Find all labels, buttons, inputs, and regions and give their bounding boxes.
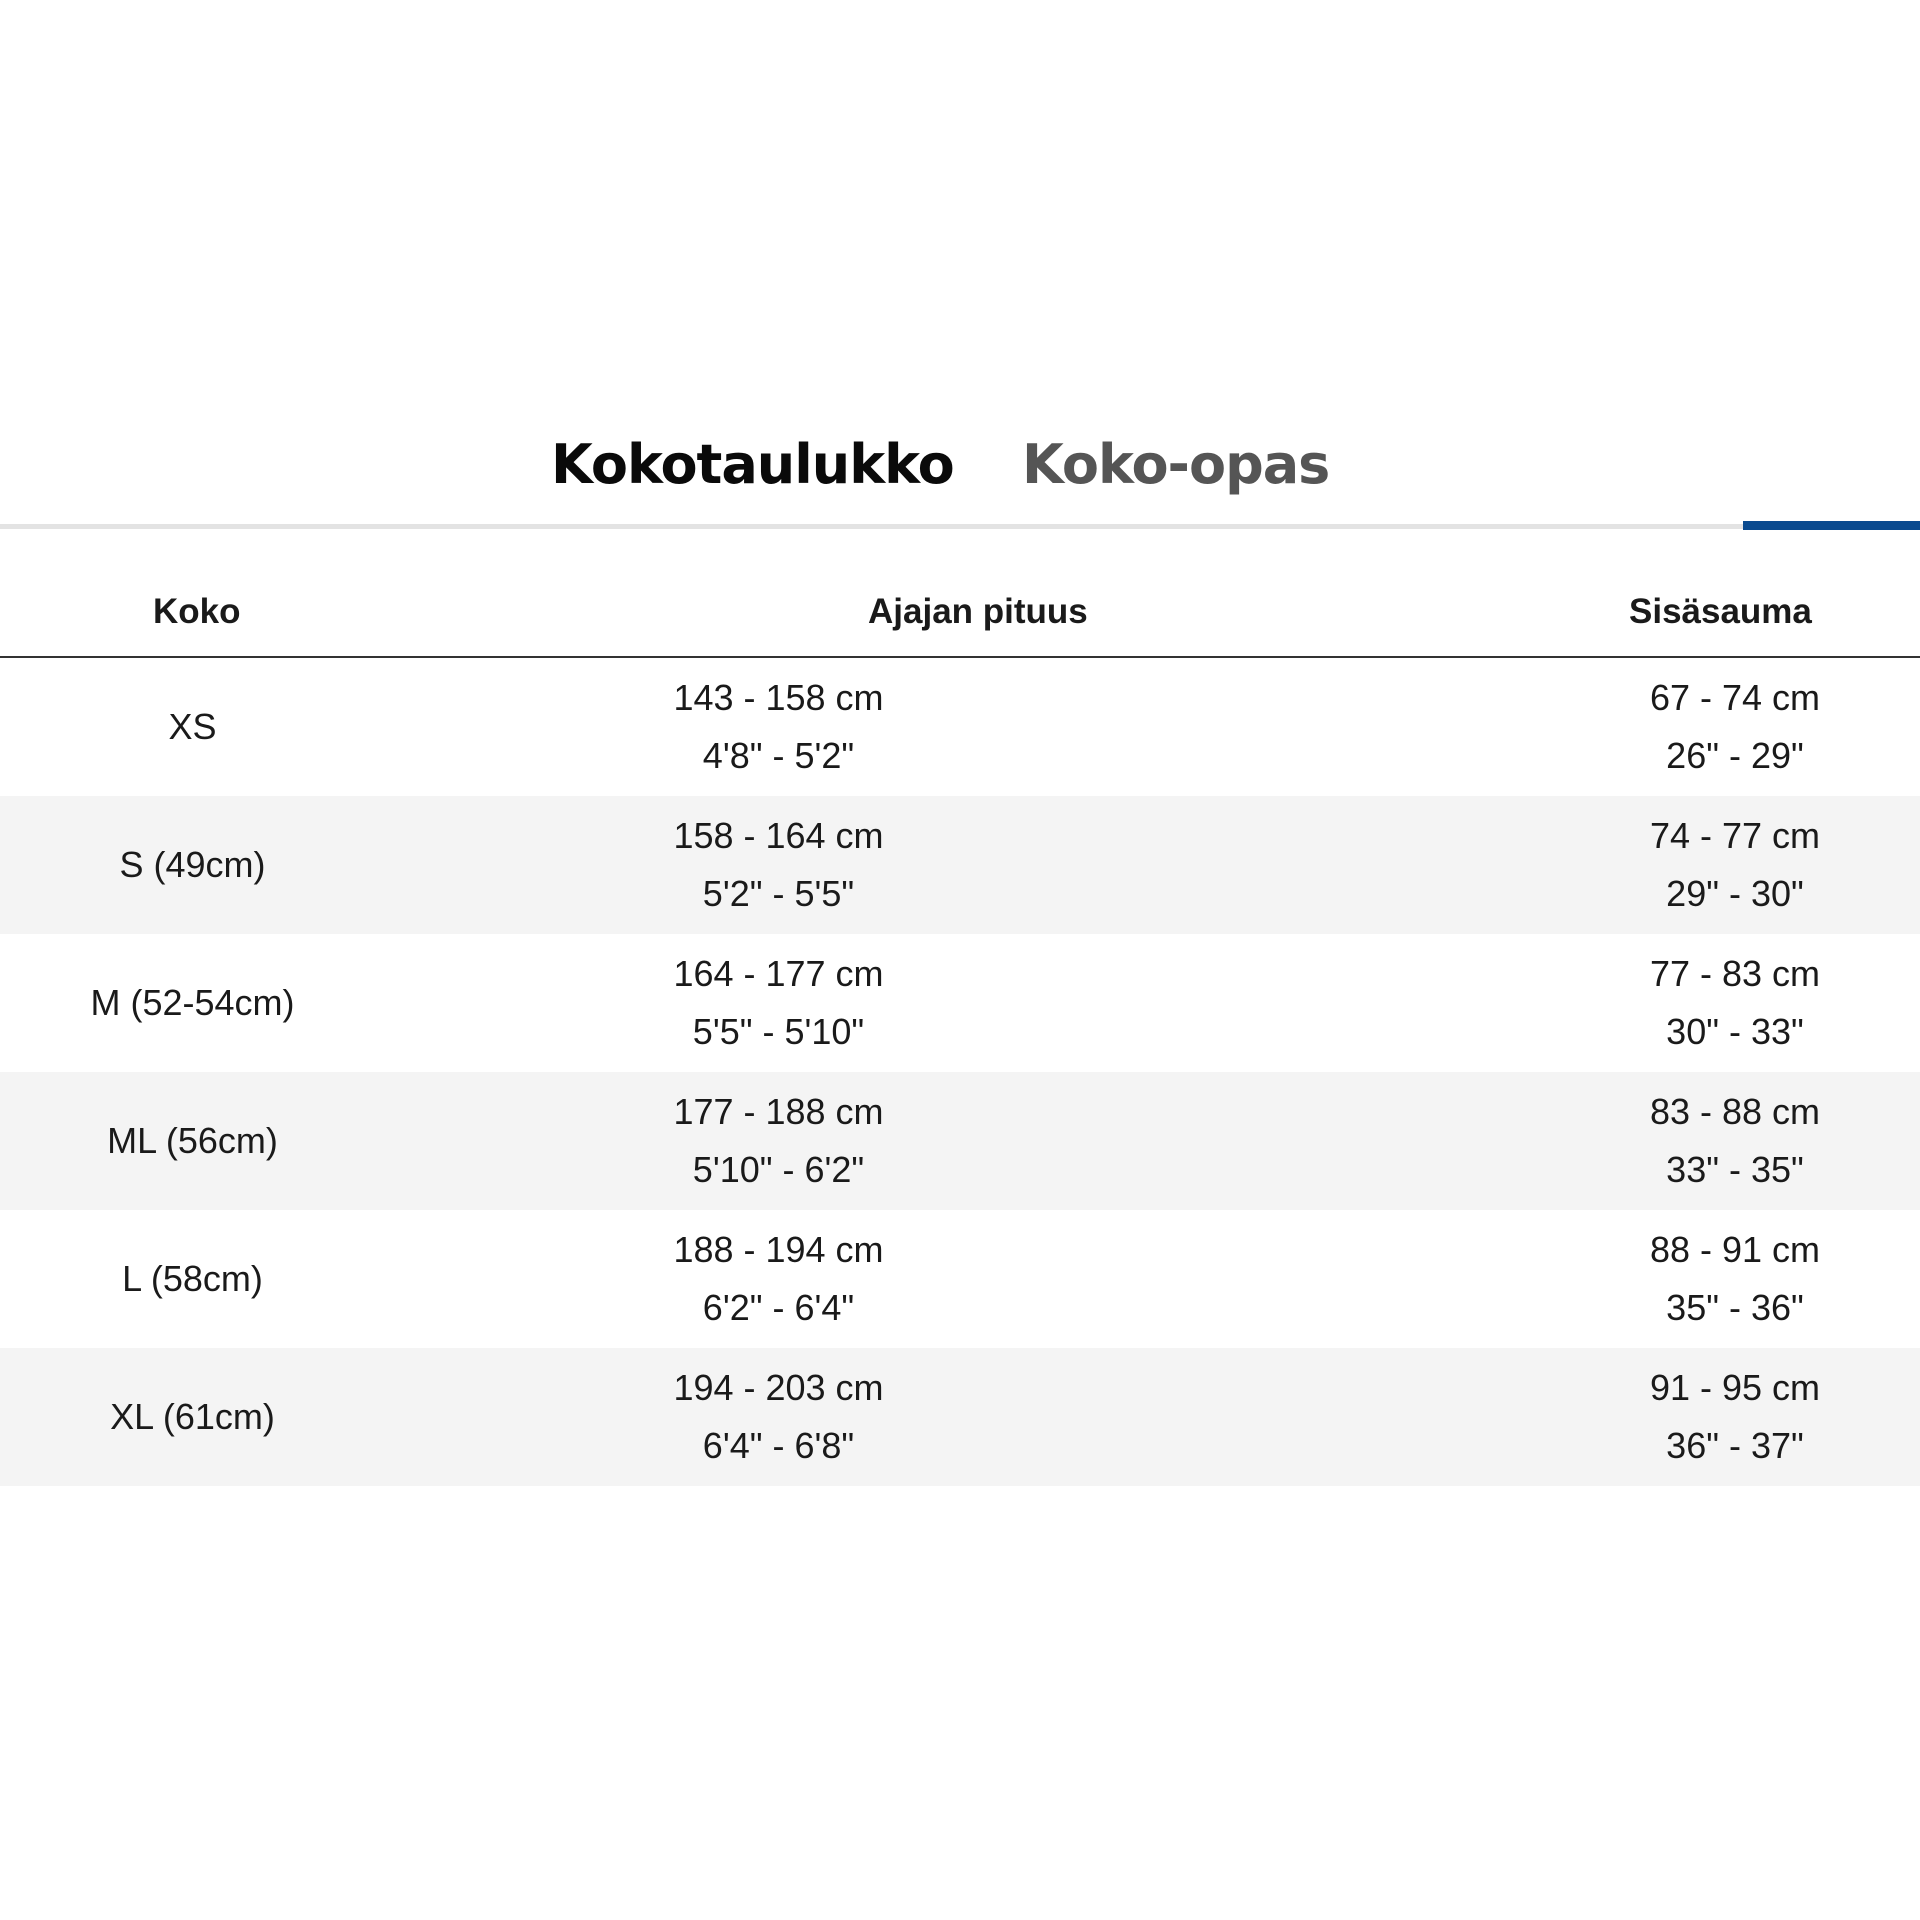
tab-size-guide[interactable]: Koko-opas xyxy=(1022,433,1330,496)
inseam-cell xyxy=(1560,1072,1920,1210)
table-row xyxy=(0,1210,1920,1348)
header-inseam: Sisäsauma xyxy=(1560,568,1920,657)
table-row xyxy=(0,796,1920,934)
height-cm: 164 - 177 cm xyxy=(673,953,884,994)
inseam-in: 36" - 37" xyxy=(1666,1425,1804,1466)
table-row xyxy=(0,657,1920,796)
height-ft: 5'10" - 6'2" xyxy=(692,1149,865,1190)
size-label: S (49cm) xyxy=(119,844,266,885)
table-header-row xyxy=(0,568,1920,657)
header-rider-height: Ajajan pituus xyxy=(385,568,1560,657)
inseam-in: 33" - 35" xyxy=(1666,1149,1804,1190)
rider-height-cell xyxy=(385,1072,1560,1210)
rider-height-cell xyxy=(385,657,1560,796)
inseam-cm: 77 - 83 cm xyxy=(1649,953,1821,994)
table-row xyxy=(0,934,1920,1072)
inseam-in: 35" - 36" xyxy=(1666,1287,1804,1328)
tab-divider xyxy=(0,524,1920,529)
inseam-cm: 88 - 91 cm xyxy=(1649,1229,1821,1270)
inseam-in: 29" - 30" xyxy=(1666,873,1804,914)
header-size: Koko xyxy=(0,568,385,657)
height-cm: 188 - 194 cm xyxy=(673,1229,884,1270)
tab-bar xyxy=(0,430,1920,530)
rider-height-cell xyxy=(385,934,1560,1072)
height-cm: 177 - 188 cm xyxy=(673,1091,884,1132)
height-ft: 6'4" - 6'8" xyxy=(702,1425,855,1466)
tab-size-chart[interactable]: Kokotaulukko xyxy=(551,433,954,496)
height-ft: 5'2" - 5'5" xyxy=(702,873,855,914)
height-ft: 6'2" - 6'4" xyxy=(702,1287,855,1328)
inseam-cell xyxy=(1560,796,1920,934)
height-cm: 143 - 158 cm xyxy=(673,677,884,718)
rider-height-cell xyxy=(385,1348,1560,1486)
height-ft: 5'5" - 5'10" xyxy=(692,1011,865,1052)
rider-height-cell xyxy=(385,1210,1560,1348)
inseam-cm: 74 - 77 cm xyxy=(1649,815,1821,856)
table-row xyxy=(0,1072,1920,1210)
height-ft: 4'8" - 5'2" xyxy=(702,735,855,776)
inseam-cell xyxy=(1560,1210,1920,1348)
size-label: L (58cm) xyxy=(122,1258,263,1299)
inseam-in: 26" - 29" xyxy=(1666,735,1804,776)
table-row xyxy=(0,1348,1920,1486)
height-cm: 194 - 203 cm xyxy=(673,1367,884,1408)
inseam-in: 30" - 33" xyxy=(1666,1011,1804,1052)
tab-active-indicator xyxy=(1743,521,1920,530)
height-cm: 158 - 164 cm xyxy=(673,815,884,856)
inseam-cell xyxy=(1560,1348,1920,1486)
inseam-cell xyxy=(1560,657,1920,796)
size-label: ML (56cm) xyxy=(107,1120,278,1161)
size-label: XL (61cm) xyxy=(110,1396,275,1437)
size-table xyxy=(0,568,1920,1486)
inseam-cm: 67 - 74 cm xyxy=(1649,677,1821,718)
rider-height-cell xyxy=(385,796,1560,934)
inseam-cm: 83 - 88 cm xyxy=(1649,1091,1821,1132)
inseam-cell xyxy=(1560,934,1920,1072)
size-label: XS xyxy=(168,706,217,747)
size-label: M (52-54cm) xyxy=(90,982,295,1023)
inseam-cm: 91 - 95 cm xyxy=(1649,1367,1821,1408)
